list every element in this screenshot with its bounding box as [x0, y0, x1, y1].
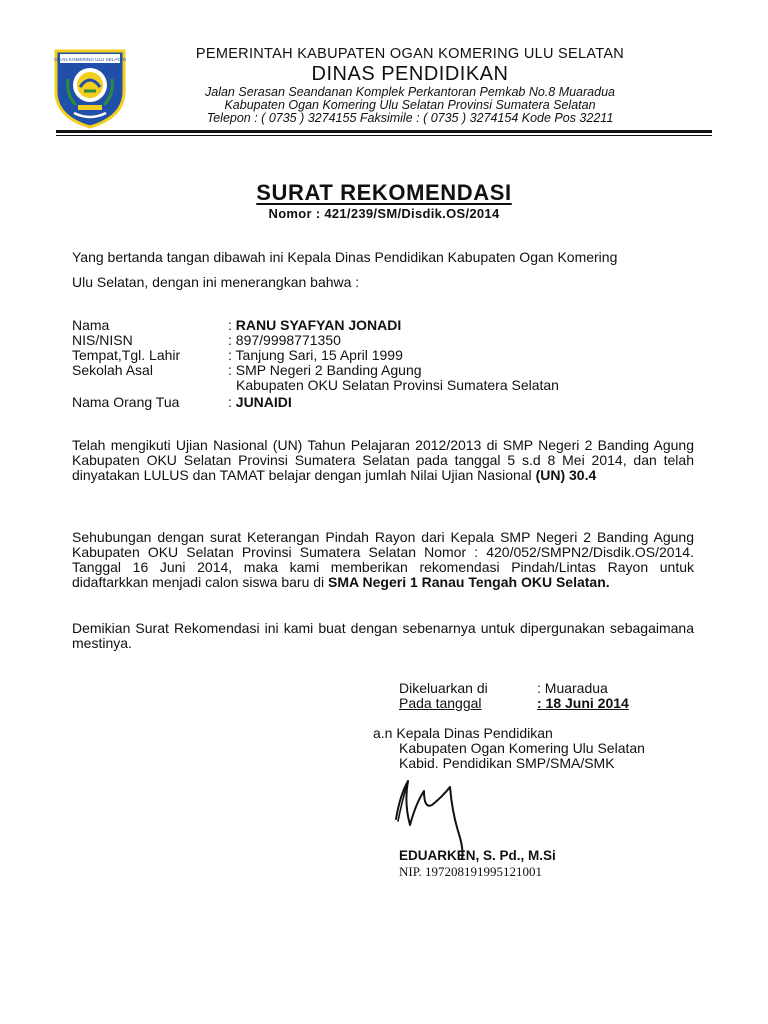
address-line-1: Jalan Serasan Seandanan Komplek Perkantoran Pemkab No.8 Muaradua — [205, 85, 615, 99]
address-line-2: Kabupaten Ogan Komering Ulu Selatan Provinsi Sumatera Selatan — [224, 98, 596, 112]
issued-value: : Muaradua — [537, 680, 608, 696]
issued-label: Dikeluarkan di — [399, 680, 488, 696]
school-value-line-2: Kabupaten OKU Selatan Provinsi Sumatera Selatan — [236, 377, 559, 393]
intro-line-1: Yang bertanda tangan dibawah ini Kepala Dinas Pendidikan Kabupaten Ogan Komering — [72, 249, 618, 265]
signatory-nip: NIP. 197208191995121001 — [399, 864, 543, 879]
paragraph-exam-result: Telah mengikuti Ujian Nasional (UN) Tahun Pelajaran 2012/2013 di SMP Negeri 2 Banding Agung Kabupaten OKU Selatan Provinsi Sumatera Selatan pada tanggal 5 s.d 8 Mei 2014, dan telah dinyatakan LULUS dan TAMAT belajar dengan jumlah Nilai Ujian Nasional (UN) 30.4 — [72, 437, 694, 483]
on-behalf-line: a.n Kepala Dinas Pendidikan — [373, 725, 553, 741]
intro-line-2: Ulu Selatan, dengan ini menerangkan bahwa : — [72, 274, 360, 290]
department-name: DINAS PENDIDIKAN — [311, 63, 509, 85]
school-value: : SMP Negeri 2 Banding Agung — [228, 362, 422, 378]
school-label: Sekolah Asal — [72, 362, 153, 378]
paragraph-recommendation: Sehubungan dengan surat Keterangan Pindah Rayon dari Kepala SMP Negeri 2 Banding Agung Kabupaten OKU Selatan Provinsi Sumatera Selatan Nomor : 420/052/SMPN2/Disdik.OS/2014. Tanggal 16 Juni 2014, maka kami memberikan rekomendasi Pindah/Lintas Rayon untuk didaftarkkan menjadi calon siswa baru di SMA Negeri 1 Ranau Tengah OKU Selatan. — [72, 529, 694, 590]
parent-label: Nama Orang Tua — [72, 394, 180, 410]
logo-caption: OGAN KOMERING ULU SELATAN — [54, 57, 126, 62]
signatory-name: EDUARKEN, S. Pd., M.Si — [399, 848, 556, 863]
government-name: PEMERINTAH KABUPATEN OGAN KOMERING ULU SELATAN — [195, 46, 625, 62]
date-value: : 18 Juni 2014 — [537, 695, 629, 711]
birth-value: : Tanjung Sari, 15 April 1999 — [228, 347, 403, 363]
letter-title: SURAT REKOMENDASI — [256, 180, 512, 205]
name-value: : RANU SYAFYAN JONADI — [228, 317, 402, 333]
regency-logo-icon — [50, 45, 130, 129]
letterhead-divider-thin — [56, 135, 712, 136]
letter-number: Nomor : 421/239/SM/Disdik.OS/2014 — [268, 206, 500, 221]
name-label: Nama — [72, 317, 110, 333]
regency-line: Kabupaten Ogan Komering Ulu Selatan — [399, 740, 645, 756]
position-line: Kabid. Pendidikan SMP/SMA/SMK — [399, 755, 615, 771]
nis-value: : 897/9998771350 — [228, 332, 341, 348]
nis-label: NIS/NISN — [72, 332, 133, 348]
date-label: Pada tanggal — [399, 695, 482, 711]
letterhead-divider-thick — [56, 130, 712, 133]
birth-label: Tempat,Tgl. Lahir — [72, 347, 181, 363]
parent-value: : JUNAIDI — [228, 394, 292, 410]
contact-line: Telepon : ( 0735 ) 3274155 Faksimile : ( 0735 ) 3274154 Kode Pos 32211 — [206, 111, 614, 125]
paragraph-closing: Demikian Surat Rekomendasi ini kami buat dengan sebenarnya untuk dipergunakan sebagaimana mestinya. — [72, 620, 694, 651]
